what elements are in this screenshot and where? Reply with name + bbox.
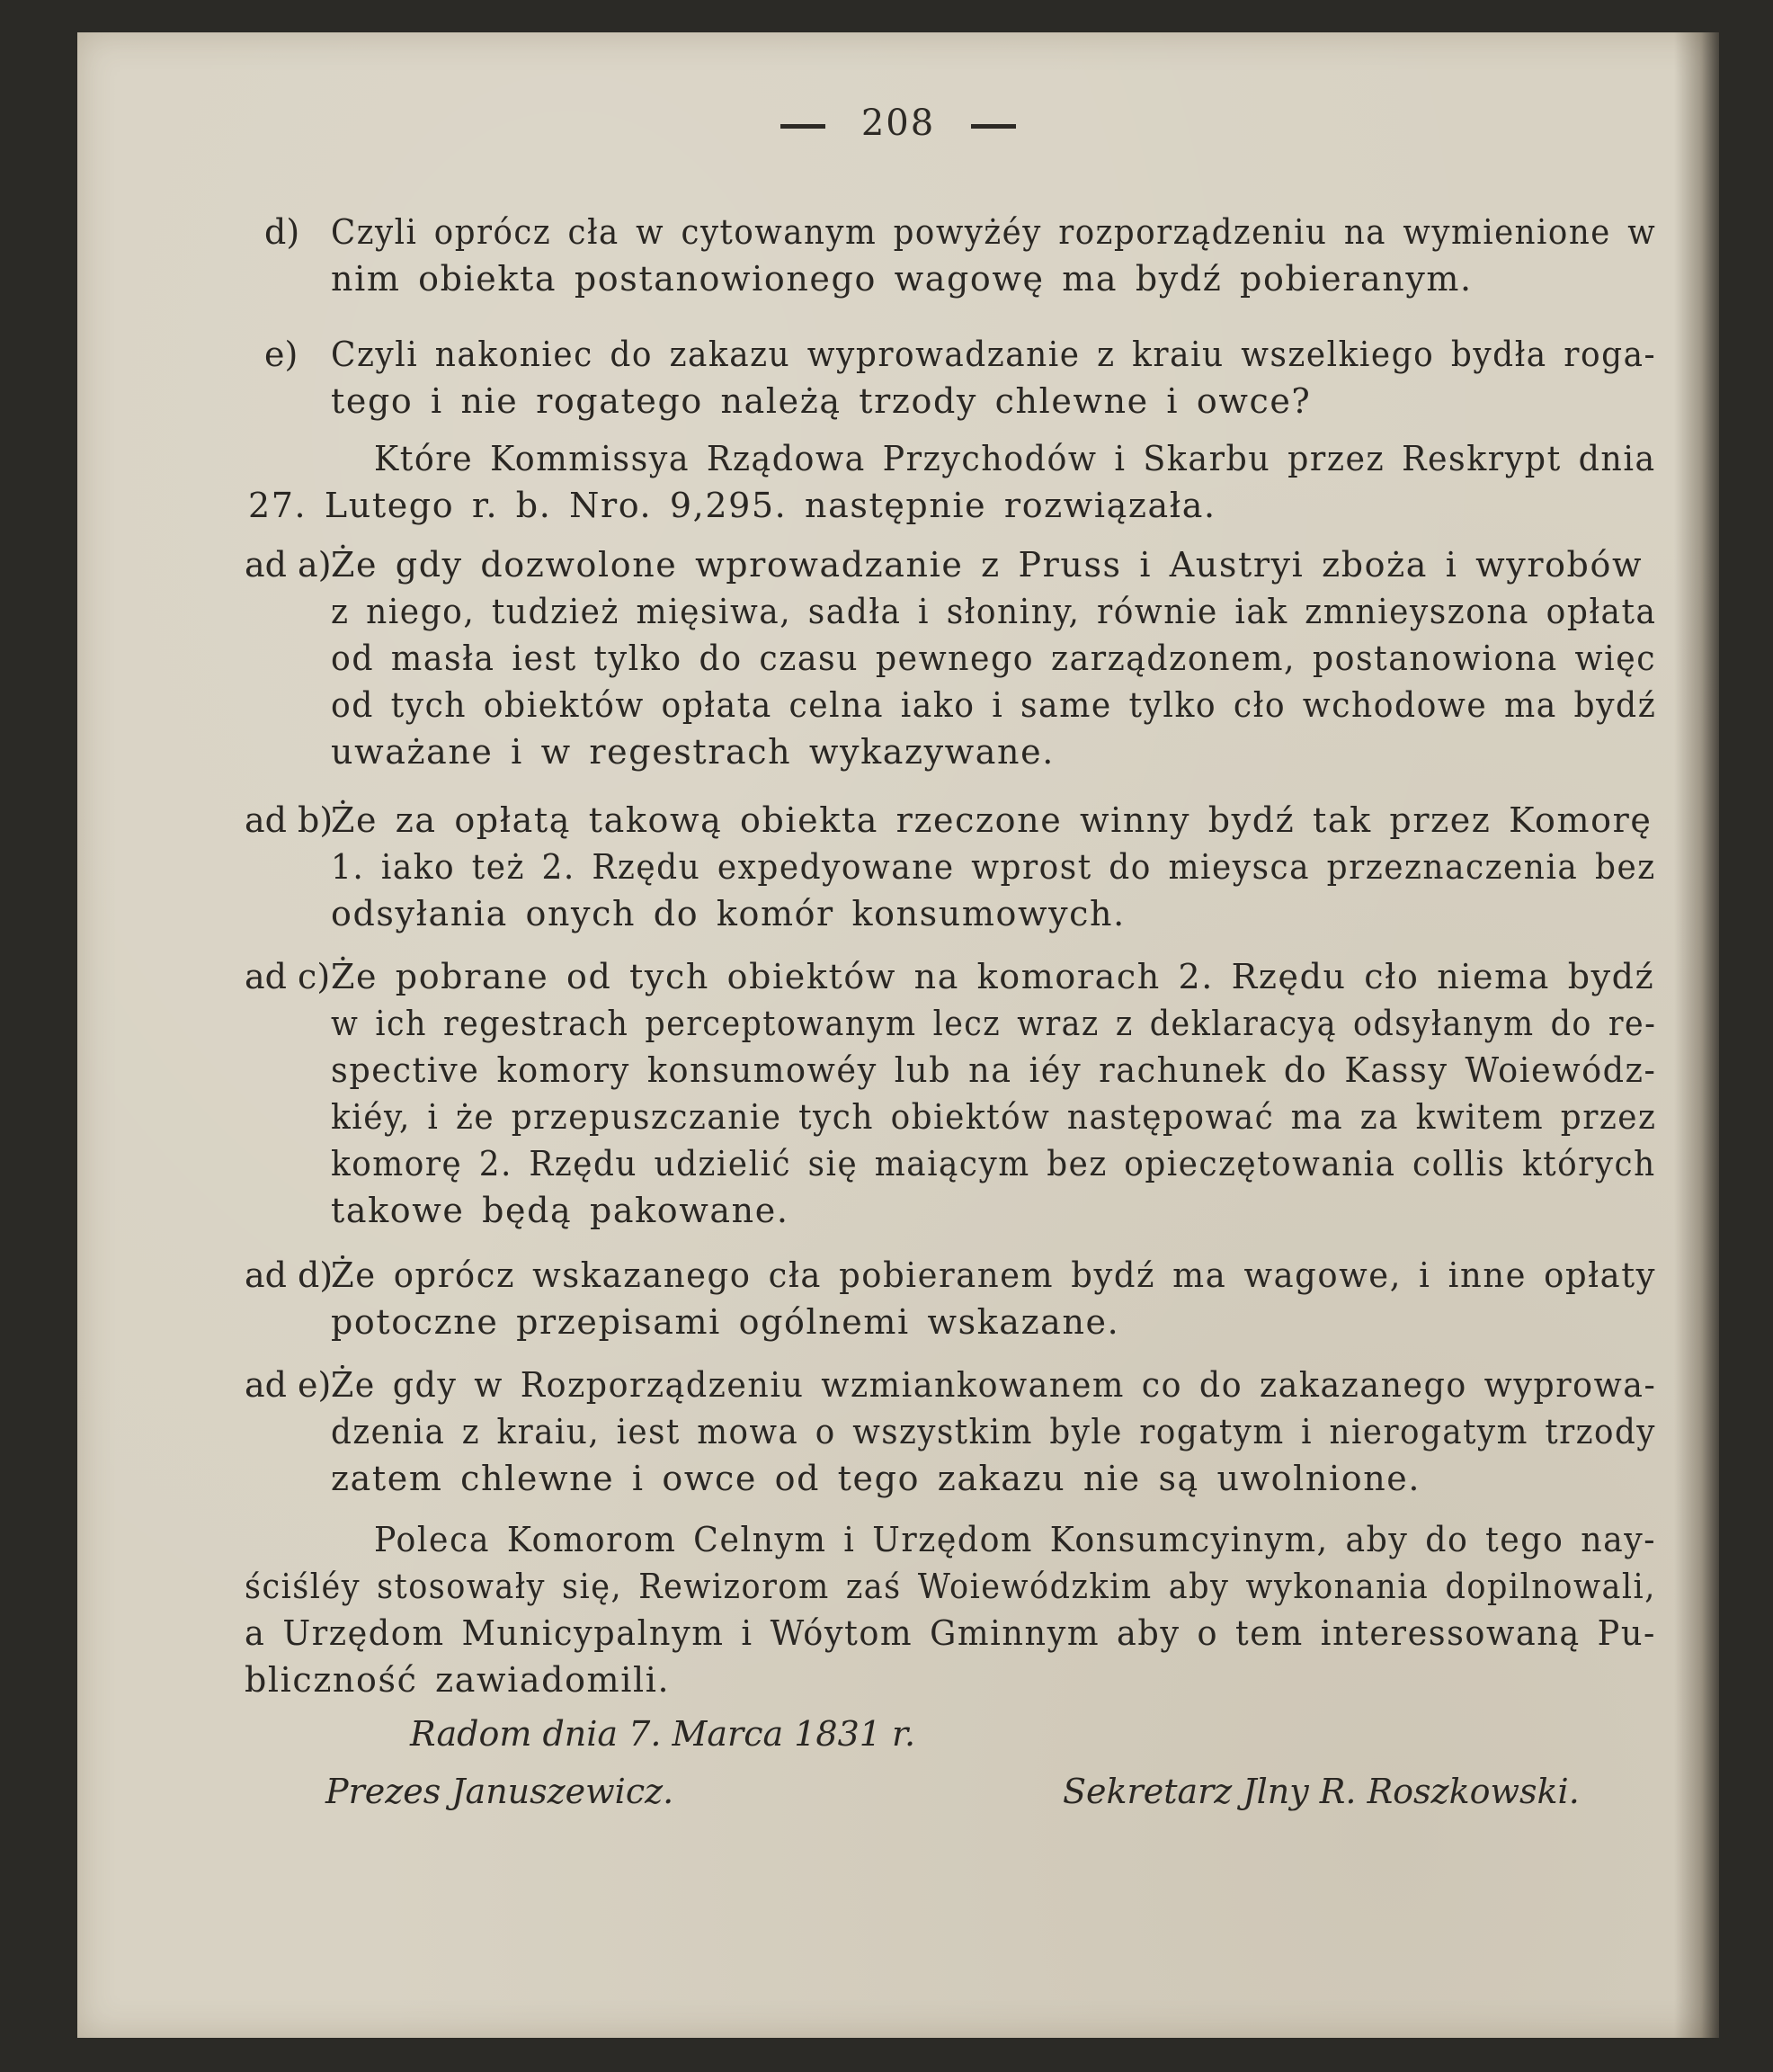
closing-line-4: bliczność zawiadomili.	[245, 1660, 671, 1700]
answer-c-line-4: kiéy, i że przepuszczanie tych obiektów następować ma za kwitem przez	[331, 1097, 1657, 1137]
document-page	[77, 32, 1719, 2038]
answer-b-line-3: odsyłania onych do komór konsumowych.	[331, 894, 1126, 933]
answer-b-line-2: 1. iako też 2. Rzędu expedyowane wprost do mieysca przeznaczenia bez	[331, 847, 1656, 887]
header-dash-right	[971, 124, 1016, 129]
answer-e-line-3: zatem chlewne i owce od tego zakazu nie są uwolnione.	[331, 1459, 1421, 1498]
date-line: Radom dnia 7. Marca 1831 r.	[410, 1714, 916, 1754]
answer-a-label: ad a)	[245, 545, 332, 585]
answer-c-line-1: Że pobrane od tych obiektów na komorach 2. Rzędu cło niema bydź	[331, 957, 1655, 996]
answer-e-line-1: Że gdy w Rozporządzeniu wzmiankowanem co do zakazanego wyprowa-	[331, 1365, 1657, 1405]
answer-c-line-3: spective komory konsumowéy lub na iéy rachunek do Kassy Woiewódz-	[331, 1050, 1657, 1090]
answer-d-line-1: Że oprócz wskazanego cła pobieranem bydź ma wagowe, i inne opłaty	[331, 1255, 1657, 1295]
answer-a-line-4: od tych obiektów opłata celna iako i same tylko cło wchodowe ma bydź	[331, 685, 1657, 725]
item-d-line-1: Czyli oprócz cła w cytowanym powyżéy rozporządzeniu na wymienione w	[331, 212, 1657, 252]
answer-c-line-2: w ich regestrach perceptowanym lecz wraz z deklaracyą odsyłanym do re-	[331, 1004, 1657, 1043]
closing-line-2: ściśléy stosowały się, Rewizorom zaś Woiewódzkim aby wykonania dopilnowali,	[245, 1567, 1656, 1606]
item-e-line-1: Czyli nakoniec do zakazu wyprowadzanie z kraiu wszelkiego bydła roga-	[331, 335, 1657, 374]
president-signature: Prezes Januszewicz.	[325, 1772, 674, 1811]
closing-line-1: Poleca Komorom Celnym i Urzędom Konsumcyinym, aby do tego nay-	[374, 1520, 1657, 1559]
answer-b-line-1: Że za opłatą takową obiekta rzeczone winny bydź tak przez Komorę	[331, 800, 1653, 840]
page-edge-shadow	[1674, 32, 1719, 2038]
page-number: 208	[860, 103, 936, 144]
answer-c-label: ad c)	[245, 957, 331, 996]
header-dash-left	[780, 124, 825, 129]
intro-line-1: Które Kommissya Rządowa Przychodów i Skarbu przez Reskrypt dnia	[374, 439, 1656, 478]
answer-a-line-5: uważane i w regestrach wykazywane.	[331, 732, 1055, 772]
answer-e-line-2: dzenia z kraiu, iest mowa o wszystkim byle rogatym i nierogatym trzody	[331, 1412, 1656, 1451]
item-d-line-2: nim obiekta postanowionego wagowę ma bydź pobieranym.	[331, 259, 1473, 299]
answer-a-line-3: od masła iest tylko do czasu pewnego zarządzonem, postanowiona więc	[331, 639, 1657, 678]
page-header	[77, 103, 1719, 144]
answer-a-line-1: Że gdy dozwolone wprowadzanie z Pruss i Austryi zboża i wyrobów	[331, 545, 1644, 585]
item-d-label: d)	[264, 212, 300, 252]
item-e-line-2: tego i nie rogatego należą trzody chlewne i owce?	[331, 381, 1312, 421]
closing-line-3: a Urzędom Municypalnym i Wóytom Gminnym aby o tem interessowaną Pu-	[245, 1613, 1656, 1653]
answer-d-line-2: potoczne przepisami ogólnemi wskazane.	[331, 1302, 1120, 1342]
answer-c-line-5: komorę 2. Rzędu udzielić się maiącym bez opieczętowania collis których	[331, 1144, 1656, 1183]
intro-line-2: 27. Lutego r. b. Nro. 9,295. następnie rozwiązała.	[248, 486, 1216, 525]
answer-d-label: ad d)	[245, 1255, 334, 1295]
answer-c-line-6: takowe będą pakowane.	[331, 1191, 789, 1230]
answer-e-label: ad e)	[245, 1365, 332, 1405]
item-e-label: e)	[264, 335, 298, 374]
answer-b-label: ad b)	[245, 800, 334, 840]
secretary-signature: Sekretarz Jlny R. Roszkowski.	[1063, 1772, 1580, 1811]
answer-a-line-2: z niego, tudzież mięsiwa, sadła i słoniny, równie iak zmnieyszona opłata	[331, 592, 1657, 631]
